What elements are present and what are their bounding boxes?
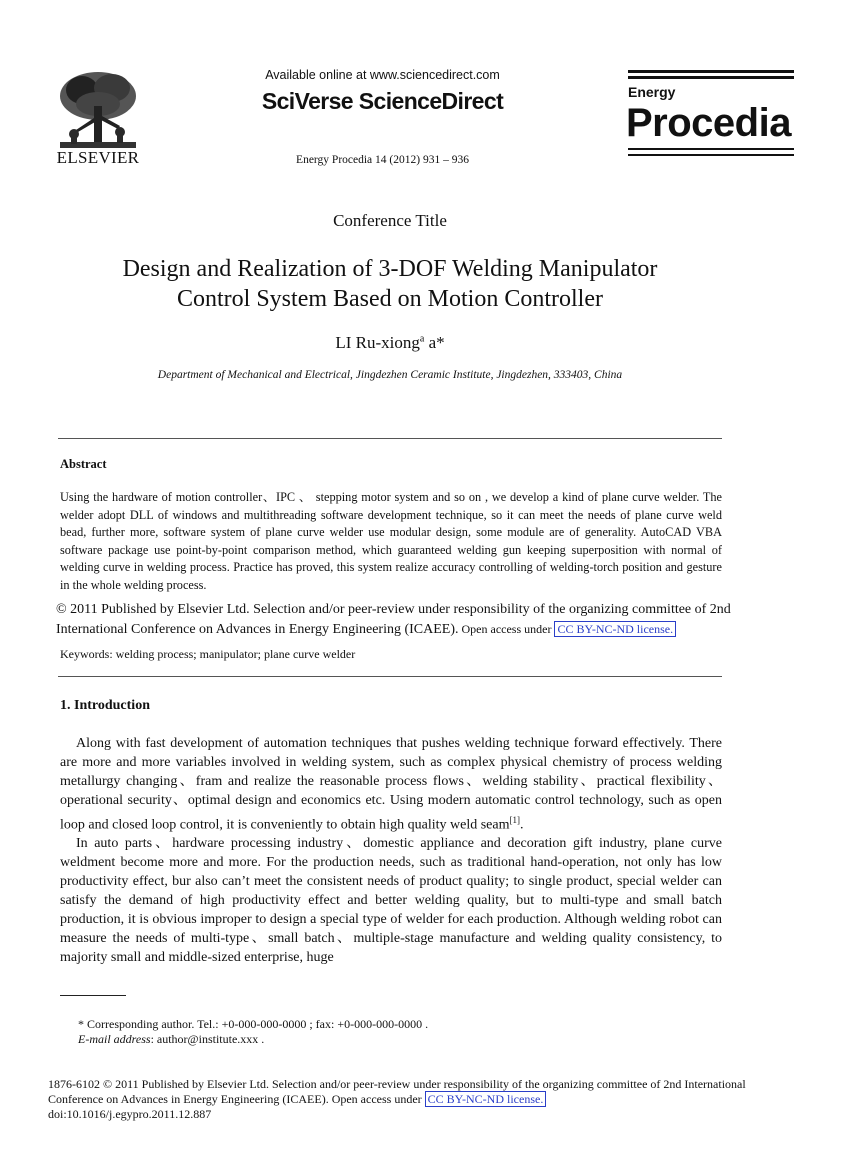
available-online-text: Available online at www.sciencedirect.com xyxy=(265,68,500,82)
paragraph-2: In auto parts、hardware processing industry、domestic appliance and decoration gift industry, plane curve weldment become more and more. For the production needs, such as traditional hand-operation, not only has low productivity effect, bur also can’t meet the consistent needs of product quality; to single product, special welder can satisfy the demand of high productivity effect and better welding quality, but to multi-type and small batch production, it is obvious improper to design a special type of welder for each production. Although welding robot can measure the needs of multi-type、small batch、multiple-stage manufacture and welding quality consistency, to majority small and middle-sized enterprise, huge xyxy=(60,836,722,965)
procedia-rule-top-2 xyxy=(628,76,794,79)
introduction-body xyxy=(60,735,722,968)
sciverse-logo: SciVerse ScienceDirect xyxy=(261,88,504,114)
corresponding-author: * Corresponding author. Tel.: +0-000-000-0000 ; fax: +0-000-000-0000 . xyxy=(78,1017,429,1031)
elsevier-wordmark: ELSEVIER xyxy=(56,148,140,167)
footnote-rule xyxy=(60,995,126,996)
procedia-rule-bottom xyxy=(628,148,794,150)
paragraph-1 xyxy=(60,735,722,835)
citation-ref[interactable]: [1] xyxy=(509,814,520,825)
bottom-copyright-text: 1876-6102 © 2011 Published by Elsevier Ltd. Selection and/or peer-review under responsibility of the organizing committee of 2nd International Conference on Advances in Energy Engineering (ICAEE). xyxy=(48,1077,746,1106)
email-line xyxy=(78,1032,428,1047)
email-label: E-mail address xyxy=(78,1032,151,1046)
keywords: Keywords: welding process; manipulator; plane curve welder xyxy=(60,647,356,661)
procedia-rule-top xyxy=(628,70,794,73)
rule-above-abstract xyxy=(58,438,722,439)
abstract-text: Using the hardware of motion controller、IPC 、 stepping motor system and so on , we develop a kind of plane curve welder. The welder adopt DLL of windows and multithreading software development technique, so it can meet the needs of plane curve weld bead, further more, software system of plane curve welder use modular design, some module are of generality. AutoCAD VBA software package use point-by-point comparison method, which guaranteed welding gun keeping superposition with normal of welding curve in welding process. Practice has proved, this system realize accuracy controlling of welding-torch position and gesture in the whole welding process. xyxy=(60,490,722,592)
copyright-text: © 2011 Published by Elsevier Ltd. Selection and/or peer-review under responsibility of the organizing committee of 2nd International Conference on Advances in Energy Engineering (ICAEE). xyxy=(56,602,731,637)
author-line xyxy=(0,333,780,353)
journal-reference: Energy Procedia 14 (2012) 931 – 936 xyxy=(296,154,469,166)
bottom-license-link[interactable]: CC BY-NC-ND license. xyxy=(425,1091,547,1107)
open-access-text: Open access under xyxy=(458,621,555,636)
doi[interactable]: doi:10.1016/j.egypro.2011.12.887 xyxy=(48,1107,212,1121)
bottom-open-access: Open access under xyxy=(328,1092,425,1106)
paper-title xyxy=(60,254,720,314)
title-line-2: Control System Based on Motion Controller xyxy=(177,286,603,312)
license-link[interactable]: CC BY-NC-ND license. xyxy=(554,621,676,637)
author-name: LI Ru-xiong xyxy=(335,333,420,352)
procedia-logo: Procedia xyxy=(626,101,791,145)
abstract-heading: Abstract xyxy=(60,457,107,471)
bottom-copyright xyxy=(48,1077,788,1122)
paragraph-1-end: . xyxy=(519,817,524,833)
conference-title: Conference Title xyxy=(333,211,447,230)
copyright-notice xyxy=(56,601,750,639)
footnote xyxy=(78,1017,428,1047)
author-suffix: a* xyxy=(424,333,445,352)
affiliation: Department of Mechanical and Electrical, Jingdezhen Ceramic Institute, Jingdezhen, 333403, China xyxy=(157,369,623,381)
section-heading: 1. Introduction xyxy=(60,698,150,713)
title-line-1: Design and Realization of 3-DOF Welding Manipulator xyxy=(122,256,658,282)
rule-below-keywords xyxy=(58,676,722,677)
paragraph-1-text: Along with fast development of automation techniques that pushes welding technique forward effectively. There are more and more variables involved in welding system, such as complex physical chemistry of process welding metallurgy changing、fram and realize the reasonable process flows、welding stability、practical flexibility、operational security、optimal design and economics etc. Using modern automatic control technology, such as open loop and closed loop control, it is conveniently to obtain high quality weld seam xyxy=(60,736,722,833)
procedia-energy-label: Energy xyxy=(628,84,676,100)
procedia-rule-bottom-2 xyxy=(628,154,794,156)
author-sup: a xyxy=(419,333,425,345)
email-value: : author@institute.xxx . xyxy=(150,1032,265,1046)
